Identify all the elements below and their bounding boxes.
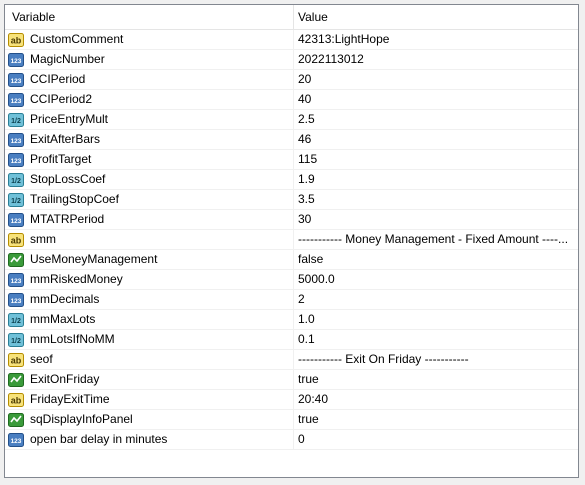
variable-cell [5,130,294,149]
variable-name: TrailingStopCoef [30,192,119,206]
variable-name: ExitAfterBars [30,132,101,146]
double-icon [8,333,24,347]
variable-cell [5,370,294,389]
value-cell[interactable]: 40 [298,92,312,106]
double-icon [8,113,24,127]
column-header-value[interactable]: Value [298,10,328,24]
integer-icon [8,93,24,107]
integer-icon [8,273,24,287]
variable-cell [5,350,294,369]
value-cell[interactable]: 20 [298,72,312,86]
column-header-variable[interactable]: Variable [5,5,294,29]
table-row[interactable] [5,90,578,110]
variable-name: mmLotsIfNoMM [30,332,115,346]
variable-cell [5,230,294,249]
table-row[interactable] [5,30,578,50]
inputs-grid [4,4,579,478]
grid-rows [5,30,578,450]
variable-cell [5,170,294,189]
variable-name: ExitOnFriday [30,372,100,386]
variable-cell [5,330,294,349]
integer-icon [8,153,24,167]
table-row[interactable] [5,270,578,290]
value-cell[interactable]: 30 [298,212,312,226]
table-row[interactable] [5,290,578,310]
svg-text:123: 123 [10,157,22,165]
value-cell[interactable]: 2.5 [298,112,315,126]
value-cell[interactable]: 46 [298,132,312,146]
svg-text:1/2: 1/2 [11,177,21,185]
variable-name: CustomComment [30,32,124,46]
variable-name: FridayExitTime [30,392,110,406]
value-cell[interactable]: 42313:LightHope [298,32,390,46]
table-row[interactable] [5,230,578,250]
variable-cell [5,250,294,269]
table-row[interactable] [5,250,578,270]
variable-name: sqDisplayInfoPanel [30,412,133,426]
boolean-icon [8,373,24,387]
value-cell[interactable]: 1.0 [298,312,315,326]
value-cell[interactable]: 1.9 [298,172,315,186]
boolean-icon [8,413,24,427]
svg-text:ab: ab [10,235,22,245]
variable-cell [5,310,294,329]
integer-icon [8,433,24,447]
variable-name: mmRiskedMoney [30,272,123,286]
svg-text:123: 123 [10,297,22,305]
variable-cell [5,150,294,169]
string-icon [8,233,24,247]
table-row[interactable] [5,190,578,210]
variable-cell [5,70,294,89]
grid-header [5,5,578,30]
variable-cell [5,30,294,49]
svg-text:123: 123 [10,137,22,145]
variable-cell [5,410,294,429]
value-cell[interactable]: 0 [298,432,305,446]
table-row[interactable] [5,410,578,430]
value-cell[interactable]: 3.5 [298,192,315,206]
svg-text:123: 123 [10,97,22,105]
value-cell[interactable]: true [298,372,319,386]
variable-name: UseMoneyManagement [30,252,158,266]
value-cell[interactable]: ----------- Exit On Friday ----------- [298,352,469,366]
variable-name: mmDecimals [30,292,100,306]
svg-text:123: 123 [10,437,22,445]
variable-cell [5,290,294,309]
variable-name: StopLossCoef [30,172,106,186]
table-row[interactable] [5,210,578,230]
svg-text:1/2: 1/2 [11,117,21,125]
value-cell[interactable]: 20:40 [298,392,329,406]
variable-name: mmMaxLots [30,312,96,326]
variable-name: PriceEntryMult [30,112,109,126]
variable-name: MagicNumber [30,52,105,66]
integer-icon [8,53,24,67]
variable-cell [5,270,294,289]
table-row[interactable] [5,70,578,90]
value-cell[interactable]: ----------- Money Management - Fixed Amount ----... [298,232,569,246]
svg-text:1/2: 1/2 [11,337,21,345]
variable-name: smm [30,232,56,246]
string-icon [8,393,24,407]
table-row[interactable] [5,330,578,350]
table-row[interactable] [5,150,578,170]
string-icon [8,33,24,47]
variable-cell [5,390,294,409]
svg-text:ab: ab [10,35,22,45]
integer-icon [8,73,24,87]
value-cell[interactable]: false [298,252,324,266]
variable-name: seof [30,352,53,366]
table-row[interactable] [5,110,578,130]
table-row[interactable] [5,170,578,190]
double-icon [8,313,24,327]
double-icon [8,173,24,187]
boolean-icon [8,253,24,267]
variable-name: ProfitTarget [30,152,92,166]
svg-text:ab: ab [10,355,22,365]
integer-icon [8,133,24,147]
variable-cell [5,90,294,109]
variable-name: CCIPeriod2 [30,92,93,106]
svg-text:1/2: 1/2 [11,317,21,325]
svg-text:1/2: 1/2 [11,197,21,205]
variable-name: CCIPeriod [30,72,86,86]
variable-cell [5,210,294,229]
variable-cell [5,50,294,69]
value-cell[interactable]: true [298,412,319,426]
value-cell[interactable]: 2022113012 [298,52,364,66]
value-cell[interactable]: 2 [298,292,305,306]
variable-name: MTATRPeriod [30,212,105,226]
table-row[interactable] [5,50,578,70]
value-cell[interactable]: 115 [298,152,318,166]
variable-cell [5,190,294,209]
integer-icon [8,213,24,227]
string-icon [8,353,24,367]
variable-name: open bar delay in minutes [30,432,168,446]
table-row[interactable] [5,350,578,370]
svg-text:123: 123 [10,277,22,285]
integer-icon [8,293,24,307]
table-row[interactable] [5,310,578,330]
table-row[interactable] [5,430,578,450]
svg-text:ab: ab [10,395,22,405]
svg-text:123: 123 [10,77,22,85]
value-cell[interactable]: 5000.0 [298,272,335,286]
variable-cell [5,110,294,129]
table-row[interactable] [5,390,578,410]
svg-text:123: 123 [10,217,22,225]
variable-cell [5,430,294,449]
double-icon [8,193,24,207]
table-row[interactable] [5,130,578,150]
value-cell[interactable]: 0.1 [298,332,315,346]
table-row[interactable] [5,370,578,390]
svg-text:123: 123 [10,57,22,65]
